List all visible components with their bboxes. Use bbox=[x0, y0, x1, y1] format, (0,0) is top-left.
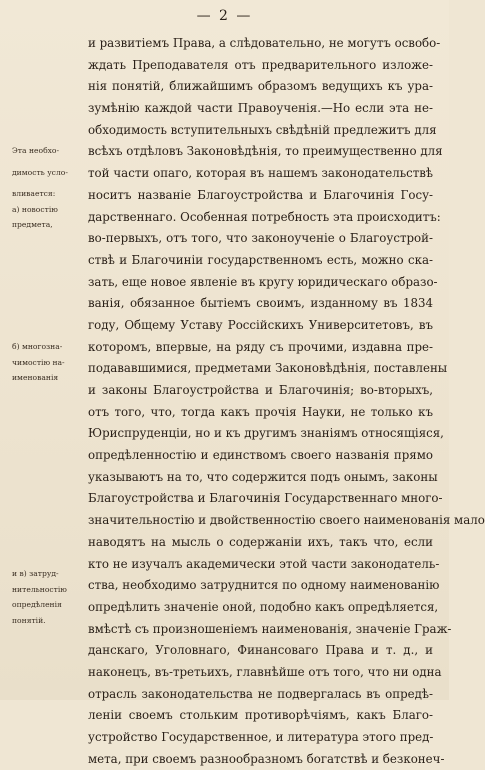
text-line: и законы Благоустройства и Благочинія; во-вторыхъ, bbox=[88, 383, 433, 397]
margin-note-difficulty bbox=[12, 568, 88, 626]
margin-note-line: Эта необхо- bbox=[12, 146, 60, 155]
text-line: подававшимися, предметами Законовѣдѣнія, поставлены bbox=[88, 361, 448, 376]
text-line: наконецъ, въ-третьихъ, главнѣйше отъ того, что ни одна bbox=[88, 664, 442, 679]
margin-note-line: и в) затруд- bbox=[12, 569, 59, 578]
text-line: ствѣ и Благочиніи государственномъ есть, можно ска- bbox=[88, 252, 433, 267]
text-line: мета, при своемъ разнообразномъ богатствѣ и безконеч- bbox=[88, 751, 445, 766]
margin-note-line: а) новостію bbox=[12, 204, 58, 214]
margin-note-line: б) многозна- bbox=[12, 342, 63, 351]
text-line: зумѣнію каждой части Правоученія.—Но если эта не- bbox=[88, 101, 433, 116]
text-line: которомъ, впервые, на ряду съ прочими, издавна пре- bbox=[88, 339, 433, 354]
text-line: дарственнаго. Особенная потребность эта происходитъ: bbox=[88, 209, 441, 224]
text-line: опредѣлить значеніе оной, подобно какъ опредѣляется, bbox=[88, 599, 439, 614]
margin-note-line: нительностію bbox=[12, 584, 67, 594]
margin-note-necessity bbox=[12, 145, 88, 231]
text-line: зать, еще новое явленіе въ кругу юридическаго образо- bbox=[88, 274, 438, 289]
margin-note-line: димость усло- bbox=[12, 167, 68, 177]
text-line: устройство Государственное, и литература этого пред- bbox=[88, 730, 434, 744]
text-line: ждать Преподавателя отъ предварительного изложе- bbox=[88, 57, 433, 72]
text-line: отрасль законодательства не подвергалась въ опредѣ- bbox=[88, 686, 433, 701]
text-line: значительностію и двойственностію своего наименованія мало bbox=[88, 513, 485, 528]
text-line: нія понятій, ближайшимъ образомъ ведущихъ къ ура- bbox=[88, 79, 433, 94]
margin-note-line: чимостію на- bbox=[12, 357, 65, 367]
text-line: Благоустройства и Благочинія Государственнаго много- bbox=[88, 491, 443, 506]
text-line: Юриспруденціи, но и къ другимъ знаніямъ относящіяся, bbox=[88, 426, 444, 441]
text-line: обходимость вступительныхъ свѣдѣній предлежитъ для bbox=[88, 122, 437, 137]
text-line: той части опаго, которая въ нашемъ законодательствѣ bbox=[88, 166, 433, 181]
text-line: кто не изучалъ академически этой части законодатель- bbox=[88, 556, 440, 571]
text-line: данскаго, Уголовнаго, Финансоваго Права и т. д., и bbox=[88, 643, 433, 658]
text-line: носитъ названіе Благоустройства и Благочинія Госу- bbox=[88, 187, 433, 202]
text-line: во-первыхъ, отъ того, что законоученіе о Благоустрой- bbox=[88, 231, 433, 246]
text-line: опредѣленностію и единствомъ своего названія прямо bbox=[88, 448, 433, 463]
text-line: году, Общему Уставу Россійскихъ Университетовъ, въ bbox=[88, 317, 433, 332]
margin-note-line: именованія bbox=[12, 373, 59, 383]
margin-note-line: понятій. bbox=[12, 615, 46, 625]
main-text-block bbox=[88, 33, 485, 770]
margin-note-line: опредѣленія bbox=[12, 600, 62, 610]
margin-note-ambiguity bbox=[12, 341, 88, 384]
text-line: вмѣстѣ съ произношеніемъ наименованія, значеніе Граж- bbox=[88, 621, 452, 636]
text-line: указываютъ на то, что содержится подъ онымъ, законы bbox=[88, 469, 438, 484]
margin-note-line: предмета, bbox=[12, 220, 53, 230]
text-line: отъ того, что, тогда какъ прочія Науки, не только къ bbox=[88, 404, 433, 419]
margin-note-line: вливается: bbox=[12, 189, 56, 199]
text-line: и развитіемъ Права, а слѣдовательно, не могутъ освобо- bbox=[88, 36, 441, 50]
text-line: леніи своемъ стольким противорѣчіямъ, какъ Благо- bbox=[88, 708, 433, 723]
text-line: всѣхъ отдѣловъ Законовѣдѣнія, то преимущественно для bbox=[88, 144, 443, 159]
page-number: — 2 — bbox=[196, 8, 253, 24]
text-line: наводятъ на мысль о содержаніи ихъ, такъ что, если bbox=[88, 534, 433, 549]
text-line: ванія, обязанное бытіемъ своимъ, изданному въ 1834 bbox=[88, 296, 433, 311]
text-line: ства, необходимо затруднится по одному наименованію bbox=[88, 578, 440, 593]
